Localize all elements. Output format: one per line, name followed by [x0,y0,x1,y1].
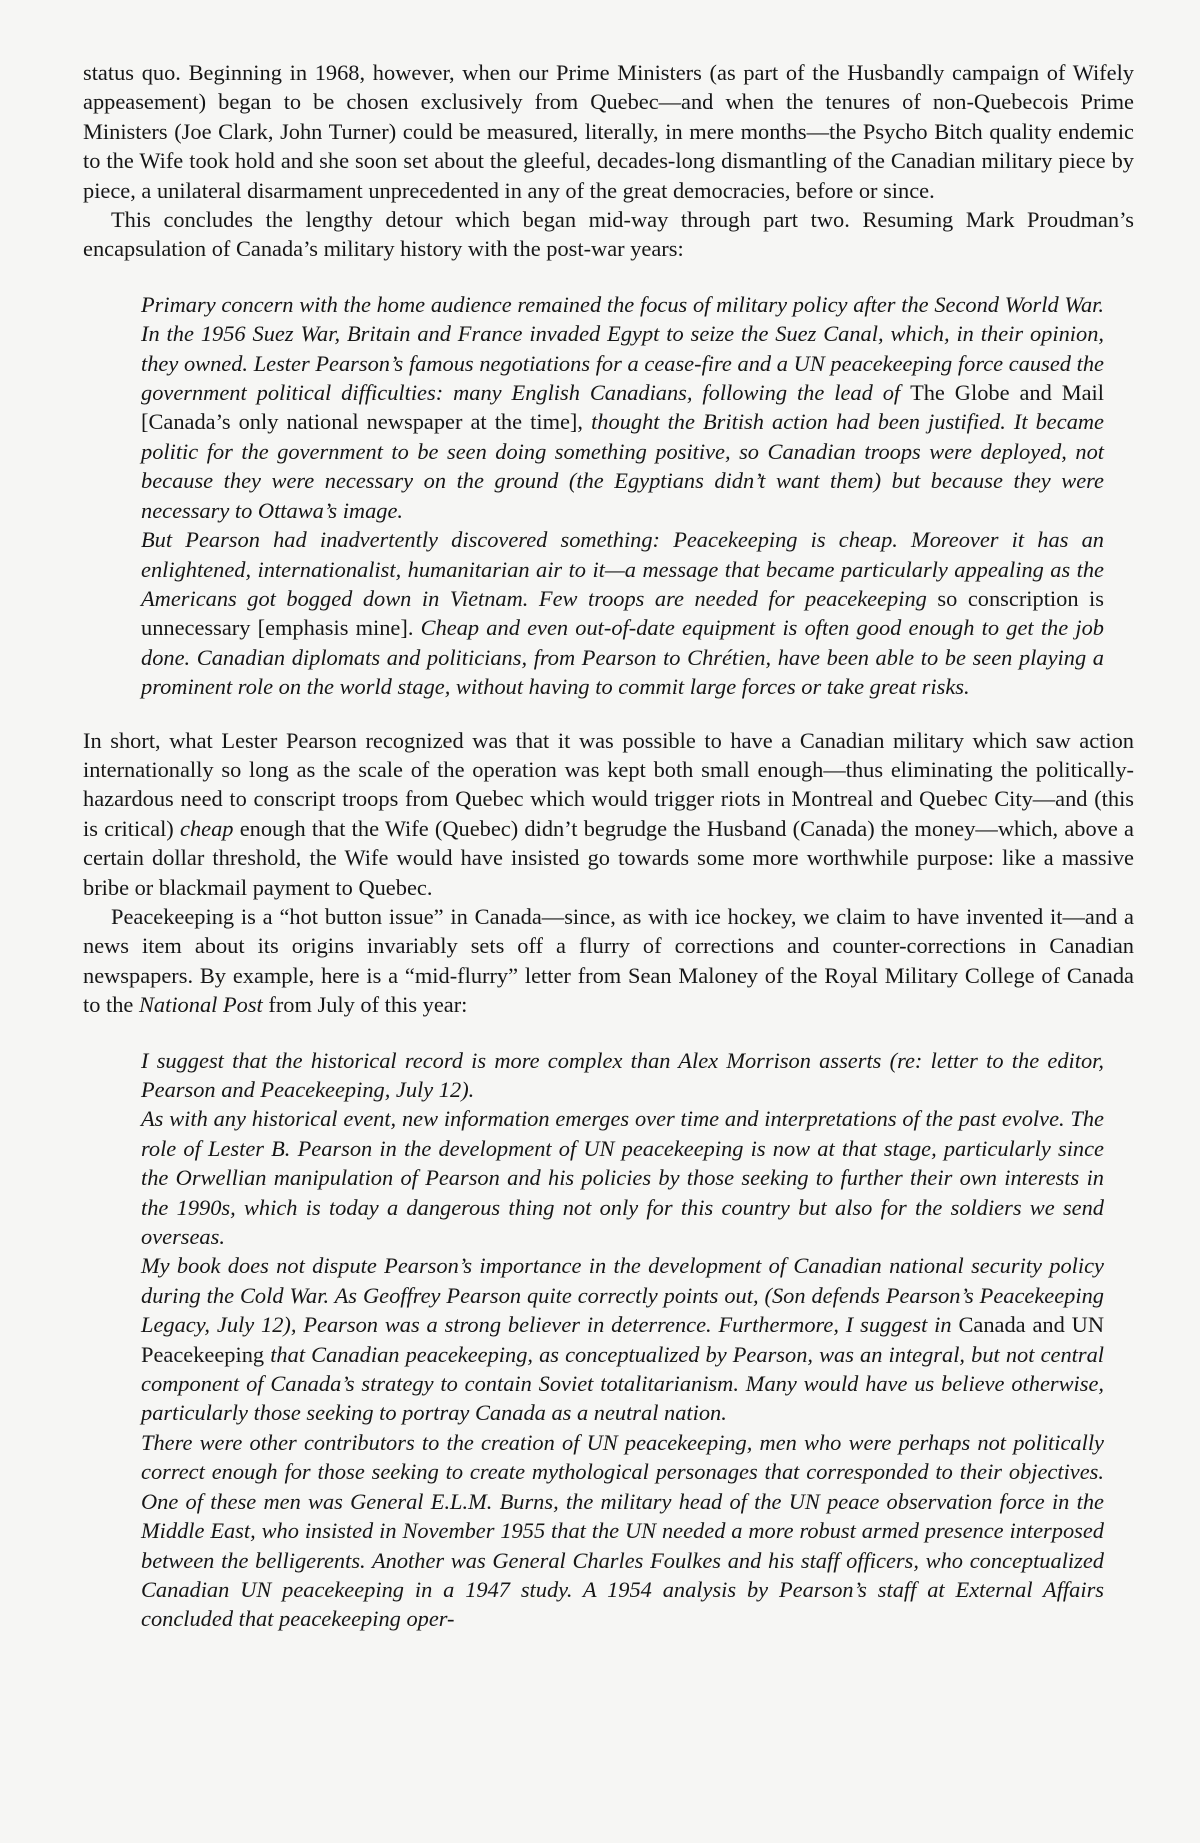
quote-paragraph: There were other contributors to the creation of UN peacekeeping, men who were perhaps not politically correct enough for those seeking to create mythological personages that corresponded to their objectives. One of these men was General E.L.M. Burns, the military head of the UN peace observation force in the Middle East, who insisted in November 1955 that the UN needed a more robust armed presence interposed between the belligerents. Another was General Charles Foulkes and his staff officers, who conceptualized Canadian UN peacekeeping in a 1947 study. A 1954 analysis by Pearson’s staff at External Affairs concluded that peacekeeping oper- [141,1429,1104,1632]
paragraph [83,902,1134,1020]
body-text [83,58,1134,264]
quote-paragraph: As with any historical event, new information emerges over time and interpretations of the past evolve. The role of Lester B. Pearson in the development of UN peacekeeping is now at that stage, particularly since the Orwellian manipulation of Pearson and his policies by those seeking to further their own interests in the 1990s, which is today a dangerous thing not only for this country but also for the soldiers we send overseas. [141,1106,1104,1250]
emphasis: cheap [180,815,234,841]
quote-insert: The Globe and Mail [Canada’s only national newspaper at the time], [141,380,1104,435]
quote-text: But Pearson had inadvertently discovered something: Peacekeeping is cheap. Moreover it has an enlightened, internationalist, humanitarian air to it—a message that became particularly appealing as the Americans got bogged down in Vietnam. Few troops are needed for peacekeeping [141,527,1104,611]
block-quote-proudman [141,290,1104,702]
quote-text: Cheap and even out-of-date equipment is often good enough to get the job done. Canadian diplomats and politicians, from Pearson to Chrétien, have been able to be seen playing a prominent role on the world stage, without having to commit large forces or take great risks. [141,615,1104,700]
paragraph: This concludes the lengthy detour which began mid-way through part two. Resuming Mark Proudman’s encapsulation of Canada’s military history with the post-war years: [83,207,1134,262]
paragraph-text: enough that the Wife (Quebec) didn’t begrudge the Husband (Canada) the money—which, above a certain dollar threshold, the Wife would have insisted go towards some more worthwhile purpose: like a massive bribe or blackmail payment to Quebec. [83,815,1134,900]
quote-text: that Canadian peacekeeping, as conceptualized by Pearson, was an integral, but not central component of Canada’s strategy to contain Soviet totalitarianism. Many would have us believe otherwise, particularly those seeking to portray Canada as a neutral nation. [141,1341,1104,1426]
quote-text: Primary concern with the home audience remained the focus of military policy after the Second World War. In the 1956 Suez War, Britain and France invaded Egypt to seize the Suez Canal, which, in their opinion, they owned. Lester Pearson’s famous negotiations for a cease-fire and a UN peacekeeping force caused the government political difficulties: many English Canadians, following the lead of [141,291,1104,406]
paragraph-text: Peacekeeping is a “hot button issue” in Canada—since, as with ice hockey, we claim to have invented it—and a news item about its origins invariably sets off a flurry of corrections and counter-corrections in Canadian newspapers. By example, here is a “mid-flurry” letter from Sean Maloney of the Royal Military College of Canada to the [83,903,1134,1018]
paragraph [83,726,1134,902]
quote-insert: so conscription is unnecessary [emphasis mine]. [141,585,1104,641]
paragraph-text: from July of this year: [268,992,468,1018]
quote-paragraph [141,290,1104,525]
quote-paragraph [141,525,1104,701]
paragraph-text: In short, what Lester Pearson recognized was that it was possible to have a Canadian military which saw action internationally so long as the scale of the operation was kept both small enough—thus eliminating the politically-hazardous need to conscript troops from Quebec which would trigger riots in Montreal and Quebec City—and (this is critical) [83,727,1134,841]
quote-text: thought the British action had been justified. It became politic for the government to be seen doing something positive, so Canadian troops were deployed, not because they were necessary on the ground (the Egyptians didn’t want them) but because they were necessary to Ottawa’s image. [141,409,1104,523]
book-title: Canada and UN Peacekeeping [141,1312,1104,1367]
publication-title: National Post [138,992,263,1018]
quote-paragraph [141,1251,1104,1427]
paragraph: status quo. Beginning in 1968, however, when our Prime Ministers (as part of the Husbandly campaign of Wifely appeasement) began to be chosen exclusively from Quebec—and when the tenures of non-Quebecois Prime Ministers (Joe Clark, John Turner) could be measured, literally, in mere months—the Psycho Bitch quality endemic to the Wife took hold and she soon set about the gleeful, decades-long dismantling of the Canadian military piece by piece, a unilateral disarmament unprecedented in any of the great democracies, before or since. [83,60,1134,203]
body-text [83,726,1134,1020]
block-quote-maloney [141,1046,1104,1634]
quote-text: My book does not dispute Pearson’s importance in the development of Canadian national security policy during the Cold War. As Geoffrey Pearson quite correctly points out, (Son defends Pearson’s Peacekeeping Legacy, July 12), Pearson was a strong believer in deterrence. Furthermore, I suggest in [141,1253,1104,1338]
quote-paragraph: I suggest that the historical record is more complex than Alex Morrison asserts (re: letter to the editor, Pearson and Peacekeeping, July 12). [141,1047,1104,1102]
